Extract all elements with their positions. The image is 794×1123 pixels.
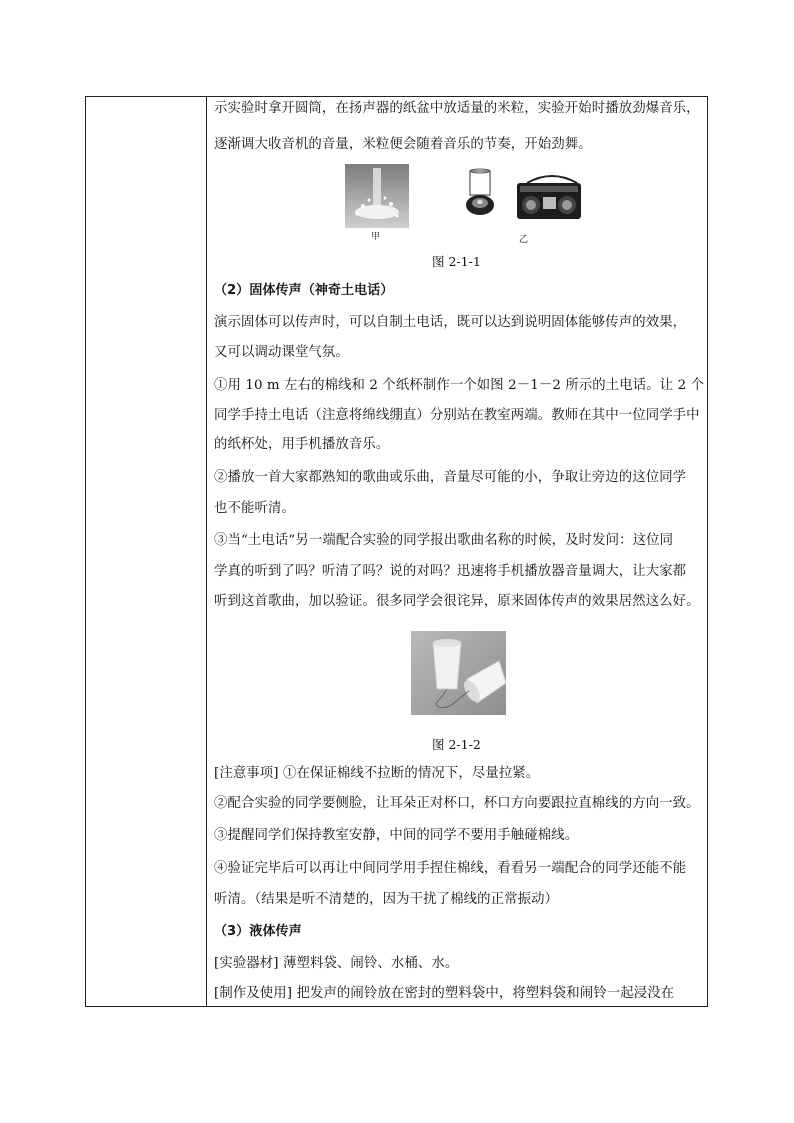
text-line: 听清。（结果是听不清楚的，因为干扰了棉线的正常振动） [214, 892, 559, 907]
figure-caption: 图 2-1-1 [432, 254, 481, 269]
figure-label-b: 乙 [519, 235, 529, 245]
text-line: ④验证完毕后可以再让中间同学用手捏住棉线，看看另一端配合的同学还能不能 [214, 861, 687, 876]
text-line: [实验器材] 薄塑料袋、闹铃、水桶、水。 [214, 956, 459, 971]
lesson-table [85, 96, 708, 1007]
text-line: 的纸杯处，用手机播放音乐。 [214, 437, 390, 452]
text-line: [注意事项] ①在保证棉线不拉断的情况下，尽量拉紧。 [214, 766, 540, 781]
speaker-radio-photo [457, 167, 582, 229]
text-line: ③提醒同学们保持教室安静，中间的同学不要用手触碰棉线。 [214, 828, 579, 843]
figure-caption: 图 2-1-2 [432, 737, 481, 752]
text-line: 同学手持土电话（注意将绵线绷直）分别站在教室两端。教师在其中一位同学手中 [214, 408, 700, 423]
section-heading: （3）液体传声 [214, 924, 302, 939]
paper-cup-telephone-photo [411, 631, 506, 715]
text-line: 示实验时拿开圆筒，在扬声器的纸盆中放适量的米粒，实验开始时播放劲爆音乐， [214, 101, 700, 116]
table-left-column [86, 97, 207, 1006]
text-line: ②配合实验的同学要侧脸，让耳朵正对杯口，杯口方向要跟拉直棉线的方向一致。 [214, 796, 700, 811]
water-splash-photo [345, 164, 409, 228]
text-line: ①用 10 m 左右的棉线和 2 个纸杯制作一个如图 2－1－2 所示的土电话。让 2 个 [214, 378, 705, 393]
text-line: 也不能听清。 [214, 501, 295, 516]
section-heading: （2）固体传声（神奇土电话） [214, 283, 394, 298]
text-line: 听到这首歌曲，加以验证。很多同学会很诧异，原来固体传声的效果居然这么好。 [214, 594, 700, 609]
text-line: 演示固体可以传声时，可以自制土电话，既可以达到说明固体能够传声的效果， [214, 315, 687, 330]
text-line: 又可以调动课堂气氛。 [214, 345, 349, 360]
text-line: 逐渐调大收音机的音量，米粒便会随着音乐的节奏，开始劲舞。 [214, 137, 592, 152]
text-line: [制作及使用] 把发声的闹铃放在密封的塑料袋中，将塑料袋和闹铃一起浸没在 [214, 986, 675, 1001]
text-line: ③当“土电话”另一端配合实验的同学报出歌曲名称的时候，及时发问：这位同 [214, 533, 674, 548]
figure-label-a: 甲 [371, 232, 381, 242]
text-line: ②播放一首大家都熟知的歌曲或乐曲，音量尽可能的小，争取让旁边的这位同学 [214, 470, 687, 485]
text-line: 学真的听到了吗？听清了吗？说的对吗？迅速将手机播放器音量调大，让大家都 [214, 564, 687, 579]
